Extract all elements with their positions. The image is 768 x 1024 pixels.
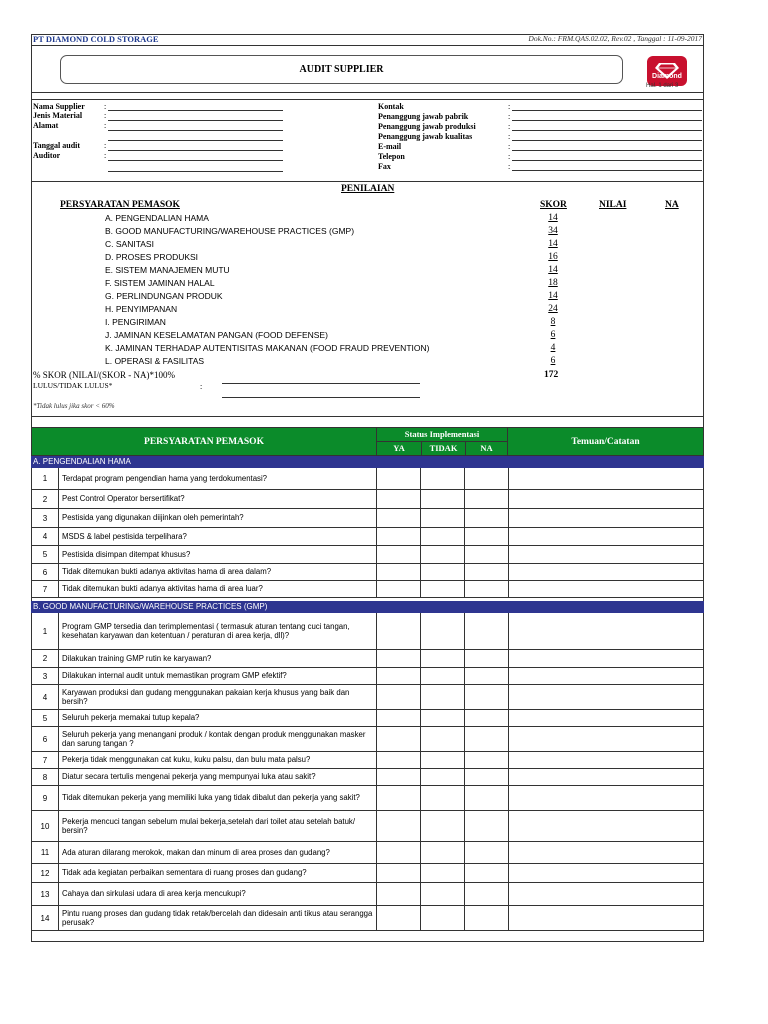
tidak-cell[interactable] <box>420 883 464 905</box>
tidak-cell[interactable] <box>420 564 464 580</box>
table-row <box>31 786 704 811</box>
question-text: Seluruh pekerja yang menangani produk / kontak dengan produk menggunakan masker dan sarung tangan ? <box>62 729 366 748</box>
supplier-field-input[interactable] <box>108 130 283 131</box>
status-na-header: NA <box>465 442 507 455</box>
criteria-score: 14 <box>548 213 558 223</box>
criteria-score: 24 <box>548 304 558 314</box>
temuan-cell[interactable] <box>508 710 703 726</box>
contact-field-label: Penanggung jawab produksi <box>378 122 476 131</box>
question-number: 8 <box>42 772 48 782</box>
supplier-field-label: Tanggal audit <box>33 141 81 150</box>
table-row <box>31 769 704 786</box>
table-row <box>31 842 704 864</box>
cell-divider <box>58 668 59 684</box>
field-colon: : <box>508 122 511 131</box>
supplier-field-input[interactable] <box>108 160 283 161</box>
criteria-label: J. JAMINAN KESELAMATAN PANGAN (FOOD DEFENSE) <box>105 330 328 340</box>
na-cell[interactable] <box>464 864 508 882</box>
cell-divider <box>58 650 59 667</box>
divider <box>31 416 704 417</box>
question-number: 7 <box>42 755 48 765</box>
tidak-cell[interactable] <box>420 786 464 810</box>
na-cell[interactable] <box>464 490 508 508</box>
tidak-cell[interactable] <box>420 864 464 882</box>
tidak-cell[interactable] <box>420 581 464 597</box>
document-reference: Dok.No.: FRM.QAS.02.02, Rev.02 , Tanggal : 11-09-2017 <box>528 34 702 43</box>
table-header-req: PERSYARATAN PEMASOK <box>144 436 264 447</box>
status-header-group <box>376 428 508 455</box>
question-number: 10 <box>40 821 50 831</box>
ya-cell[interactable] <box>376 710 420 726</box>
supplier-field-input[interactable] <box>108 171 283 172</box>
tidak-cell[interactable] <box>420 668 464 684</box>
contact-field-input[interactable] <box>512 170 702 171</box>
tidak-cell[interactable] <box>420 685 464 709</box>
criteria-label: G. PERLINDUNGAN PRODUK <box>105 291 223 301</box>
question-text: Tidak ada kegiatan perbaikan sementara di ruang proses dan gudang? <box>62 868 307 878</box>
title-box <box>60 55 623 84</box>
cell-divider <box>58 811 59 841</box>
divider <box>31 92 704 93</box>
table-row <box>31 710 704 727</box>
field-colon: : <box>104 151 107 160</box>
table-row <box>31 613 704 650</box>
lulus-line[interactable] <box>222 397 420 398</box>
penilaian-title: PENILAIAN <box>341 184 395 194</box>
score-line <box>222 383 420 384</box>
question-number: 4 <box>42 692 48 702</box>
question-text: Tidak ditemukan bukti adanya aktivitas hama di area dalam? <box>62 567 272 577</box>
na-cell[interactable] <box>464 528 508 545</box>
na-cell[interactable] <box>464 546 508 563</box>
na-cell[interactable] <box>464 509 508 527</box>
company-name: PT DIAMOND COLD STORAGE <box>33 34 159 44</box>
contact-field-label: Penanggung jawab pabrik <box>378 112 469 121</box>
table-row <box>31 883 704 906</box>
question-number: 11 <box>40 848 50 857</box>
question-number: 5 <box>42 713 48 723</box>
tidak-cell[interactable] <box>420 727 464 751</box>
criteria-label: F. SISTEM JAMINAN HALAL <box>105 278 215 288</box>
temuan-cell[interactable] <box>508 581 703 597</box>
ya-cell[interactable] <box>376 811 420 841</box>
lulus-colon: : <box>200 382 203 391</box>
question-text: Karyawan produksi dan gudang menggunakan pakaian kerja khusus yang baik dan bersih? <box>62 687 350 706</box>
field-colon: : <box>508 112 511 121</box>
question-number: 9 <box>42 793 48 803</box>
na-cell[interactable] <box>464 769 508 785</box>
field-colon: : <box>104 141 107 150</box>
penilaian-nilai-header: NILAI <box>599 200 627 210</box>
temuan-cell[interactable] <box>508 490 703 508</box>
footnote: *Tidak lulus jika skor < 60% <box>33 402 115 410</box>
table-row <box>31 509 704 528</box>
criteria-score: 8 <box>550 317 556 327</box>
cell-divider <box>58 509 59 527</box>
field-colon: : <box>508 132 511 141</box>
na-cell[interactable] <box>464 752 508 768</box>
question-number: 2 <box>42 494 48 504</box>
question-text: Pest Control Operator bersertifikat? <box>62 494 185 504</box>
temuan-cell[interactable] <box>508 668 703 684</box>
ya-cell[interactable] <box>376 864 420 882</box>
total-score: 172 <box>544 370 559 380</box>
cell-divider <box>58 842 59 863</box>
criteria-score: 6 <box>550 330 556 340</box>
temuan-cell[interactable] <box>508 883 703 905</box>
cell-divider <box>58 546 59 563</box>
question-number: 1 <box>42 626 48 636</box>
temuan-cell[interactable] <box>508 811 703 841</box>
table-row <box>31 668 704 685</box>
table-row <box>31 811 704 842</box>
table-header <box>31 427 704 456</box>
tidak-cell[interactable] <box>420 710 464 726</box>
cell-divider <box>58 581 59 597</box>
criteria-label: I. PENGIRIMAN <box>105 317 166 327</box>
tidak-cell[interactable] <box>420 509 464 527</box>
cell-divider <box>58 528 59 545</box>
na-cell[interactable] <box>464 564 508 580</box>
ya-cell[interactable] <box>376 528 420 545</box>
question-number: 14 <box>40 913 50 923</box>
divider <box>31 99 704 100</box>
contact-field-label: Kontak <box>378 102 404 111</box>
temuan-cell[interactable] <box>508 528 703 545</box>
question-text: Pekerja mencuci tangan sebelum mulai bekerja,setelah dari toilet atau setelah batuk/ bersin? <box>62 816 355 835</box>
question-text: Program GMP tersedia dan terimplementasi ( termasuk aturan tentang cuci tangan, kesehatan karyawan dan ketentuan / peraturan di area kerja, dll)? <box>62 621 350 640</box>
table-row <box>31 468 704 490</box>
section-header: B. GOOD MANUFACTURING/WAREHOUSE PRACTICES (GMP) <box>31 601 704 613</box>
ya-cell[interactable] <box>376 650 420 667</box>
question-text: Pintu ruang proses dan gudang tidak retak/bercelah dan didesain anti tikus atau serangga perusak? <box>62 908 373 927</box>
question-text: Terdapat program pengendian hama yang terdokumentasi? <box>62 473 268 483</box>
ya-cell[interactable] <box>376 509 420 527</box>
criteria-score: 16 <box>548 252 558 262</box>
question-number: 3 <box>42 513 48 523</box>
cell-divider <box>58 564 59 580</box>
ya-cell[interactable] <box>376 685 420 709</box>
supplier-field-label: Jenis Material <box>33 111 83 120</box>
cell-divider <box>58 490 59 508</box>
cell-divider <box>58 752 59 768</box>
ya-cell[interactable] <box>376 842 420 863</box>
question-number: 13 <box>40 889 50 899</box>
tidak-cell[interactable] <box>420 528 464 545</box>
cell-divider <box>58 883 59 905</box>
question-number: 6 <box>42 734 48 744</box>
criteria-label: H. PENYIMPANAN <box>105 304 178 314</box>
temuan-cell[interactable] <box>508 842 703 863</box>
status-tidak-header: TIDAK <box>421 442 465 455</box>
ya-cell[interactable] <box>376 490 420 508</box>
ya-cell[interactable] <box>376 727 420 751</box>
lulus-label: LULUS/TIDAK LULUS* <box>33 381 113 390</box>
supplier-field-label: Auditor <box>33 151 61 160</box>
na-cell[interactable] <box>464 581 508 597</box>
tidak-cell[interactable] <box>420 842 464 863</box>
logo-text: Diamond <box>652 73 682 80</box>
ya-cell[interactable] <box>376 769 420 785</box>
tidak-cell[interactable] <box>420 468 464 489</box>
temuan-cell[interactable] <box>508 564 703 580</box>
criteria-score: 14 <box>548 291 558 301</box>
tidak-cell[interactable] <box>420 546 464 563</box>
question-text: Diatur secara tertulis mengenai pekerja yang mempunyai luka atau sakit? <box>62 772 316 782</box>
temuan-header: Temuan/Catatan <box>571 436 640 447</box>
temuan-cell[interactable] <box>508 727 703 751</box>
tidak-cell[interactable] <box>420 769 464 785</box>
cell-divider <box>58 906 59 930</box>
ya-cell[interactable] <box>376 581 420 597</box>
field-colon: : <box>104 102 107 111</box>
na-cell[interactable] <box>464 468 508 489</box>
field-colon: : <box>508 142 511 151</box>
temuan-cell[interactable] <box>508 613 703 649</box>
table-row <box>31 752 704 769</box>
question-text: Ada aturan dilarang merokok, makan dan minum di area proses dan gudang? <box>62 847 330 857</box>
supplier-field-input[interactable] <box>108 150 283 151</box>
ya-cell[interactable] <box>376 786 420 810</box>
temuan-cell[interactable] <box>508 769 703 785</box>
question-number: 7 <box>42 584 48 594</box>
contact-field-input[interactable] <box>512 120 702 121</box>
penilaian-req-header: PERSYARATAN PEMASOK <box>60 200 180 210</box>
na-cell[interactable] <box>464 710 508 726</box>
question-number: 3 <box>42 671 48 681</box>
criteria-score: 6 <box>550 356 556 366</box>
temuan-cell[interactable] <box>508 546 703 563</box>
contact-field-input[interactable] <box>512 110 702 111</box>
na-cell[interactable] <box>464 842 508 863</box>
page-title: AUDIT SUPPLIER <box>299 64 384 75</box>
question-text: Cahaya dan sirkulasi udara di area kerja mencukupi? <box>62 889 246 899</box>
criteria-label: E. SISTEM MANAJEMEN MUTU <box>105 265 230 275</box>
criteria-score: 34 <box>548 226 558 236</box>
tidak-cell[interactable] <box>420 650 464 667</box>
penilaian-skor-header: SKOR <box>540 200 567 210</box>
question-text: Tidak ditemukan bukti adanya aktivitas hama di area luar? <box>62 584 263 594</box>
status-ya-header: YA <box>393 443 405 453</box>
question-text: Tidak ditemukan pekerja yang memiliki luka yang tidak dibalut dan pekerja yang sakit? <box>62 793 360 803</box>
na-cell[interactable] <box>464 613 508 649</box>
ya-cell[interactable] <box>376 752 420 768</box>
temuan-cell[interactable] <box>508 468 703 489</box>
table-row <box>31 546 704 564</box>
question-number: 4 <box>42 532 48 541</box>
table-row <box>31 864 704 883</box>
contact-field-input[interactable] <box>512 130 702 131</box>
ya-cell[interactable] <box>376 546 420 563</box>
na-cell[interactable] <box>464 811 508 841</box>
contact-field-input[interactable] <box>512 150 702 151</box>
question-text: Pestisida disimpan ditempat khusus? <box>62 549 191 559</box>
contact-field-input[interactable] <box>512 160 702 161</box>
ya-cell[interactable] <box>376 906 420 930</box>
field-colon: : <box>104 121 107 130</box>
contact-field-label: E-mail <box>378 142 402 151</box>
divider <box>31 45 704 46</box>
table-row <box>31 906 704 931</box>
criteria-label: K. JAMINAN TERHADAP AUTENTISITAS MAKANAN (FOOD FRAUD PREVENTION) <box>105 343 430 353</box>
table-row <box>31 727 704 752</box>
ya-cell[interactable] <box>376 613 420 649</box>
temuan-cell[interactable] <box>508 509 703 527</box>
table-row <box>31 564 704 581</box>
supplier-field-label: Nama Supplier <box>33 102 85 111</box>
question-text: Dilakukan internal audit untuk memastikan program GMP efektif? <box>62 671 287 681</box>
tidak-cell[interactable] <box>420 490 464 508</box>
supplier-field-input[interactable] <box>108 110 283 111</box>
contact-field-label: Telepon <box>378 152 405 161</box>
question-text: Pestisida yang digunakan diijinkan oleh pemerintah? <box>62 513 244 523</box>
temuan-cell[interactable] <box>508 786 703 810</box>
ya-cell[interactable] <box>376 564 420 580</box>
supplier-field-input[interactable] <box>108 140 283 141</box>
question-number: 1 <box>42 474 48 483</box>
section-header: A. PENGENDALIAN HAMA <box>31 456 704 468</box>
question-number: 2 <box>42 654 48 663</box>
cell-divider <box>58 710 59 726</box>
field-colon: : <box>508 152 511 161</box>
temuan-cell[interactable] <box>508 752 703 768</box>
criteria-score: 18 <box>548 278 558 288</box>
contact-field-label: Fax <box>378 162 391 171</box>
tidak-cell[interactable] <box>420 752 464 768</box>
tidak-cell[interactable] <box>420 811 464 841</box>
criteria-score: 14 <box>548 265 558 275</box>
field-colon: : <box>104 111 107 120</box>
score-formula: % SKOR (NILAI/(SKOR - NA)*100% <box>33 370 175 380</box>
cell-divider <box>58 613 59 649</box>
question-number: 12 <box>40 868 50 878</box>
supplier-field-input[interactable] <box>108 120 283 121</box>
ya-cell[interactable] <box>376 883 420 905</box>
table-row <box>31 490 704 509</box>
supplier-field-label: Alamat <box>33 121 59 130</box>
criteria-label: L. OPERASI & FASILITAS <box>105 356 205 366</box>
table-row <box>31 581 704 598</box>
na-cell[interactable] <box>464 668 508 684</box>
criteria-label: A. PENGENDALIAN HAMA <box>105 213 209 223</box>
status-header: Status Implementasi <box>404 429 480 439</box>
cell-divider <box>58 468 59 489</box>
cell-divider <box>58 727 59 751</box>
na-cell[interactable] <box>464 685 508 709</box>
na-cell[interactable] <box>464 650 508 667</box>
page-number: Hal. 1 dari 3 <box>646 83 679 89</box>
tidak-cell[interactable] <box>420 613 464 649</box>
field-colon: : <box>508 102 511 111</box>
tidak-cell[interactable] <box>420 906 464 930</box>
contact-field-input[interactable] <box>512 140 702 141</box>
na-cell[interactable] <box>464 883 508 905</box>
penilaian-na-header: NA <box>665 200 679 210</box>
table-row <box>31 528 704 546</box>
na-cell[interactable] <box>464 906 508 930</box>
na-cell[interactable] <box>464 727 508 751</box>
table-row <box>31 650 704 668</box>
temuan-cell[interactable] <box>508 685 703 709</box>
cell-divider <box>58 769 59 785</box>
question-text: Seluruh pekerja memakai tutup kepala? <box>62 713 200 723</box>
na-cell[interactable] <box>464 786 508 810</box>
field-colon: : <box>508 162 511 171</box>
cell-divider <box>58 685 59 709</box>
question-text: Pekerja tidak menggunakan cat kuku, kuku palsu, dan bulu mata palsu? <box>62 755 311 765</box>
question-text: MSDS & label pestisida terpelihara? <box>62 531 187 541</box>
divider <box>31 181 704 182</box>
temuan-cell[interactable] <box>508 864 703 882</box>
cell-divider <box>58 786 59 810</box>
temuan-cell[interactable] <box>508 906 703 930</box>
criteria-label: D. PROSES PRODUKSI <box>105 252 199 262</box>
question-number: 5 <box>42 550 48 559</box>
criteria-label: C. SANITASI <box>105 239 154 249</box>
question-number: 6 <box>42 567 48 577</box>
question-text: Dilakukan training GMP rutin ke karyawan? <box>62 653 212 663</box>
ya-cell[interactable] <box>376 668 420 684</box>
ya-cell[interactable] <box>376 468 420 489</box>
criteria-score: 14 <box>548 239 558 249</box>
criteria-score: 4 <box>550 343 556 353</box>
table-row <box>31 685 704 710</box>
cell-divider <box>58 864 59 882</box>
contact-field-label: Penanggung jawab kualitas <box>378 132 473 141</box>
criteria-label: B. GOOD MANUFACTURING/WAREHOUSE PRACTICES (GMP) <box>105 226 355 236</box>
temuan-cell[interactable] <box>508 650 703 667</box>
